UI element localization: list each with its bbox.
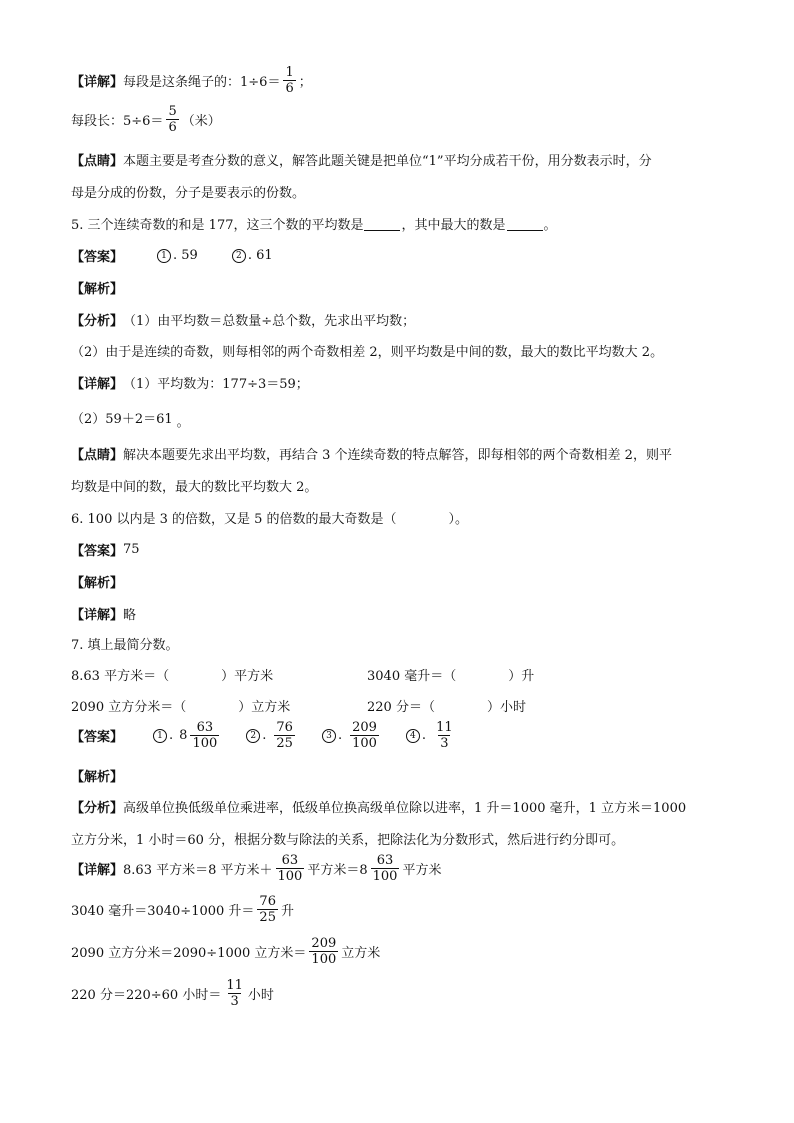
- analysis-heading: 【解析】: [71, 576, 124, 591]
- detail-line: 2090 立方分米＝2090÷1000 立方米＝ $\frac{209}{100}$ 立方米: [71, 936, 381, 967]
- circled-number: 4: [406, 729, 420, 743]
- detail-line: 【详解】 略: [71, 608, 137, 623]
- question-6: 6. 100 以内是 3 的倍数，又是 5 的倍数的最大奇数是（ ）。: [71, 512, 469, 527]
- fraction: $\frac{209}{100}$: [311, 936, 337, 967]
- analysis-heading: 【解析】: [71, 770, 124, 785]
- answer-blank: [507, 217, 543, 231]
- question-7-row-1: 8.63 平方米＝（ ）平方米 3040 毫升＝（ ）升: [71, 669, 535, 684]
- detail-line: 【详解】 （1）平均数为：177÷3＝59；: [71, 377, 309, 392]
- analysis-line-1: 【分析】 高级单位换低级单位乘进率，低级单位换高级单位除以进率，1 升＝1000 毫升，1 立方米＝1000: [71, 801, 687, 816]
- comment-line-1: 【点睛】 本题主要是考查分数的意义，解答此题关键是把单位“1”平均分成若干份，用分数表示时，分: [71, 154, 652, 169]
- circled-number: 3: [322, 729, 336, 743]
- question-5: 5. 三个连续奇数的和是 177，这三个数的平均数是 ，其中最大的数是 。: [71, 218, 557, 233]
- answer-line: 【答案】 75: [71, 542, 140, 559]
- comment-line-1: 【点睛】 解决本题要先求出平均数，再结合 3 个连续奇数的特点解答，即每相邻的两个奇数相差 2，则平: [71, 448, 672, 463]
- fraction: $\frac{5}{6}$: [168, 104, 177, 135]
- fraction: $\frac{76}{25}$: [276, 720, 293, 751]
- fraction: $\frac{11}{3}$: [436, 720, 453, 751]
- question-7: 7. 填上最简分数。: [71, 638, 179, 653]
- fraction: $\frac{63}{100}$: [372, 853, 398, 884]
- circled-number: 1: [157, 249, 171, 263]
- fraction: $\frac{76}{25}$: [259, 894, 276, 925]
- detail-line-2: 每段长：5÷6＝ $\frac{5}{6}$ （米）: [71, 104, 221, 135]
- analysis-line-2: 立方分米，1 小时＝60 分，根据分数与除法的关系，把除法化为分数形式，然后进行约分即可。: [71, 833, 625, 848]
- analysis-line-2: （2）由于是连续的奇数，则每相邻的两个奇数相差 2，则平均数是中间的数，最大的数比平均数大 2。: [71, 345, 664, 360]
- answer-line: 【答案】 1 . 59 2 . 61: [71, 248, 273, 265]
- circled-number: 2: [246, 729, 260, 743]
- detail-line: 3040 毫升＝3040÷1000 升＝ $\frac{76}{25}$ 升: [71, 894, 294, 925]
- answer-blank: [364, 217, 400, 231]
- fraction: $\frac{1}{6}$: [285, 65, 294, 96]
- fraction: $\frac{63}{100}$: [277, 853, 303, 884]
- fraction: $\frac{63}{100}$: [192, 720, 218, 751]
- detail-line: 【详解】 8.63 平方米＝8 平方米＋ $\frac{63}{100}$ 平方米＝8 $\frac{63}{100}$ 平方米: [71, 853, 442, 884]
- circled-number: 2: [232, 249, 246, 263]
- detail-line: 220 分＝220÷60 小时＝ $\frac{11}{3}$ 小时: [71, 978, 274, 1009]
- analysis-line-1: 【分析】 （1）由平均数＝总数量÷总个数，先求出平均数；: [71, 314, 416, 329]
- comment-line-2: 均数是中间的数，最大的数比平均数大 2。: [71, 480, 318, 495]
- answer-line: 【答案】 1 . 8 $\frac{63}{100}$ 2 . $\frac{76}{25}$ 3 . $\frac{209}{100}$ 4 . $\frac{11}{3}$: [71, 720, 453, 751]
- fraction: $\frac{209}{100}$: [352, 720, 377, 751]
- analysis-heading: 【解析】: [71, 282, 124, 297]
- circled-number: 1: [153, 729, 167, 743]
- detail-line-1: 【详解】 每段是这条绳子的：1÷6＝ $\frac{1}{6}$ ；: [71, 65, 312, 96]
- detail-line: （2）59＋2＝61 。: [71, 412, 190, 430]
- question-7-row-2: 2090 立方分米＝（ ）立方米 220 分＝（ ）小时: [71, 700, 526, 715]
- fraction: $\frac{11}{3}$: [226, 978, 243, 1009]
- comment-line-2: 母是分成的份数，分子是要表示的份数。: [71, 186, 306, 201]
